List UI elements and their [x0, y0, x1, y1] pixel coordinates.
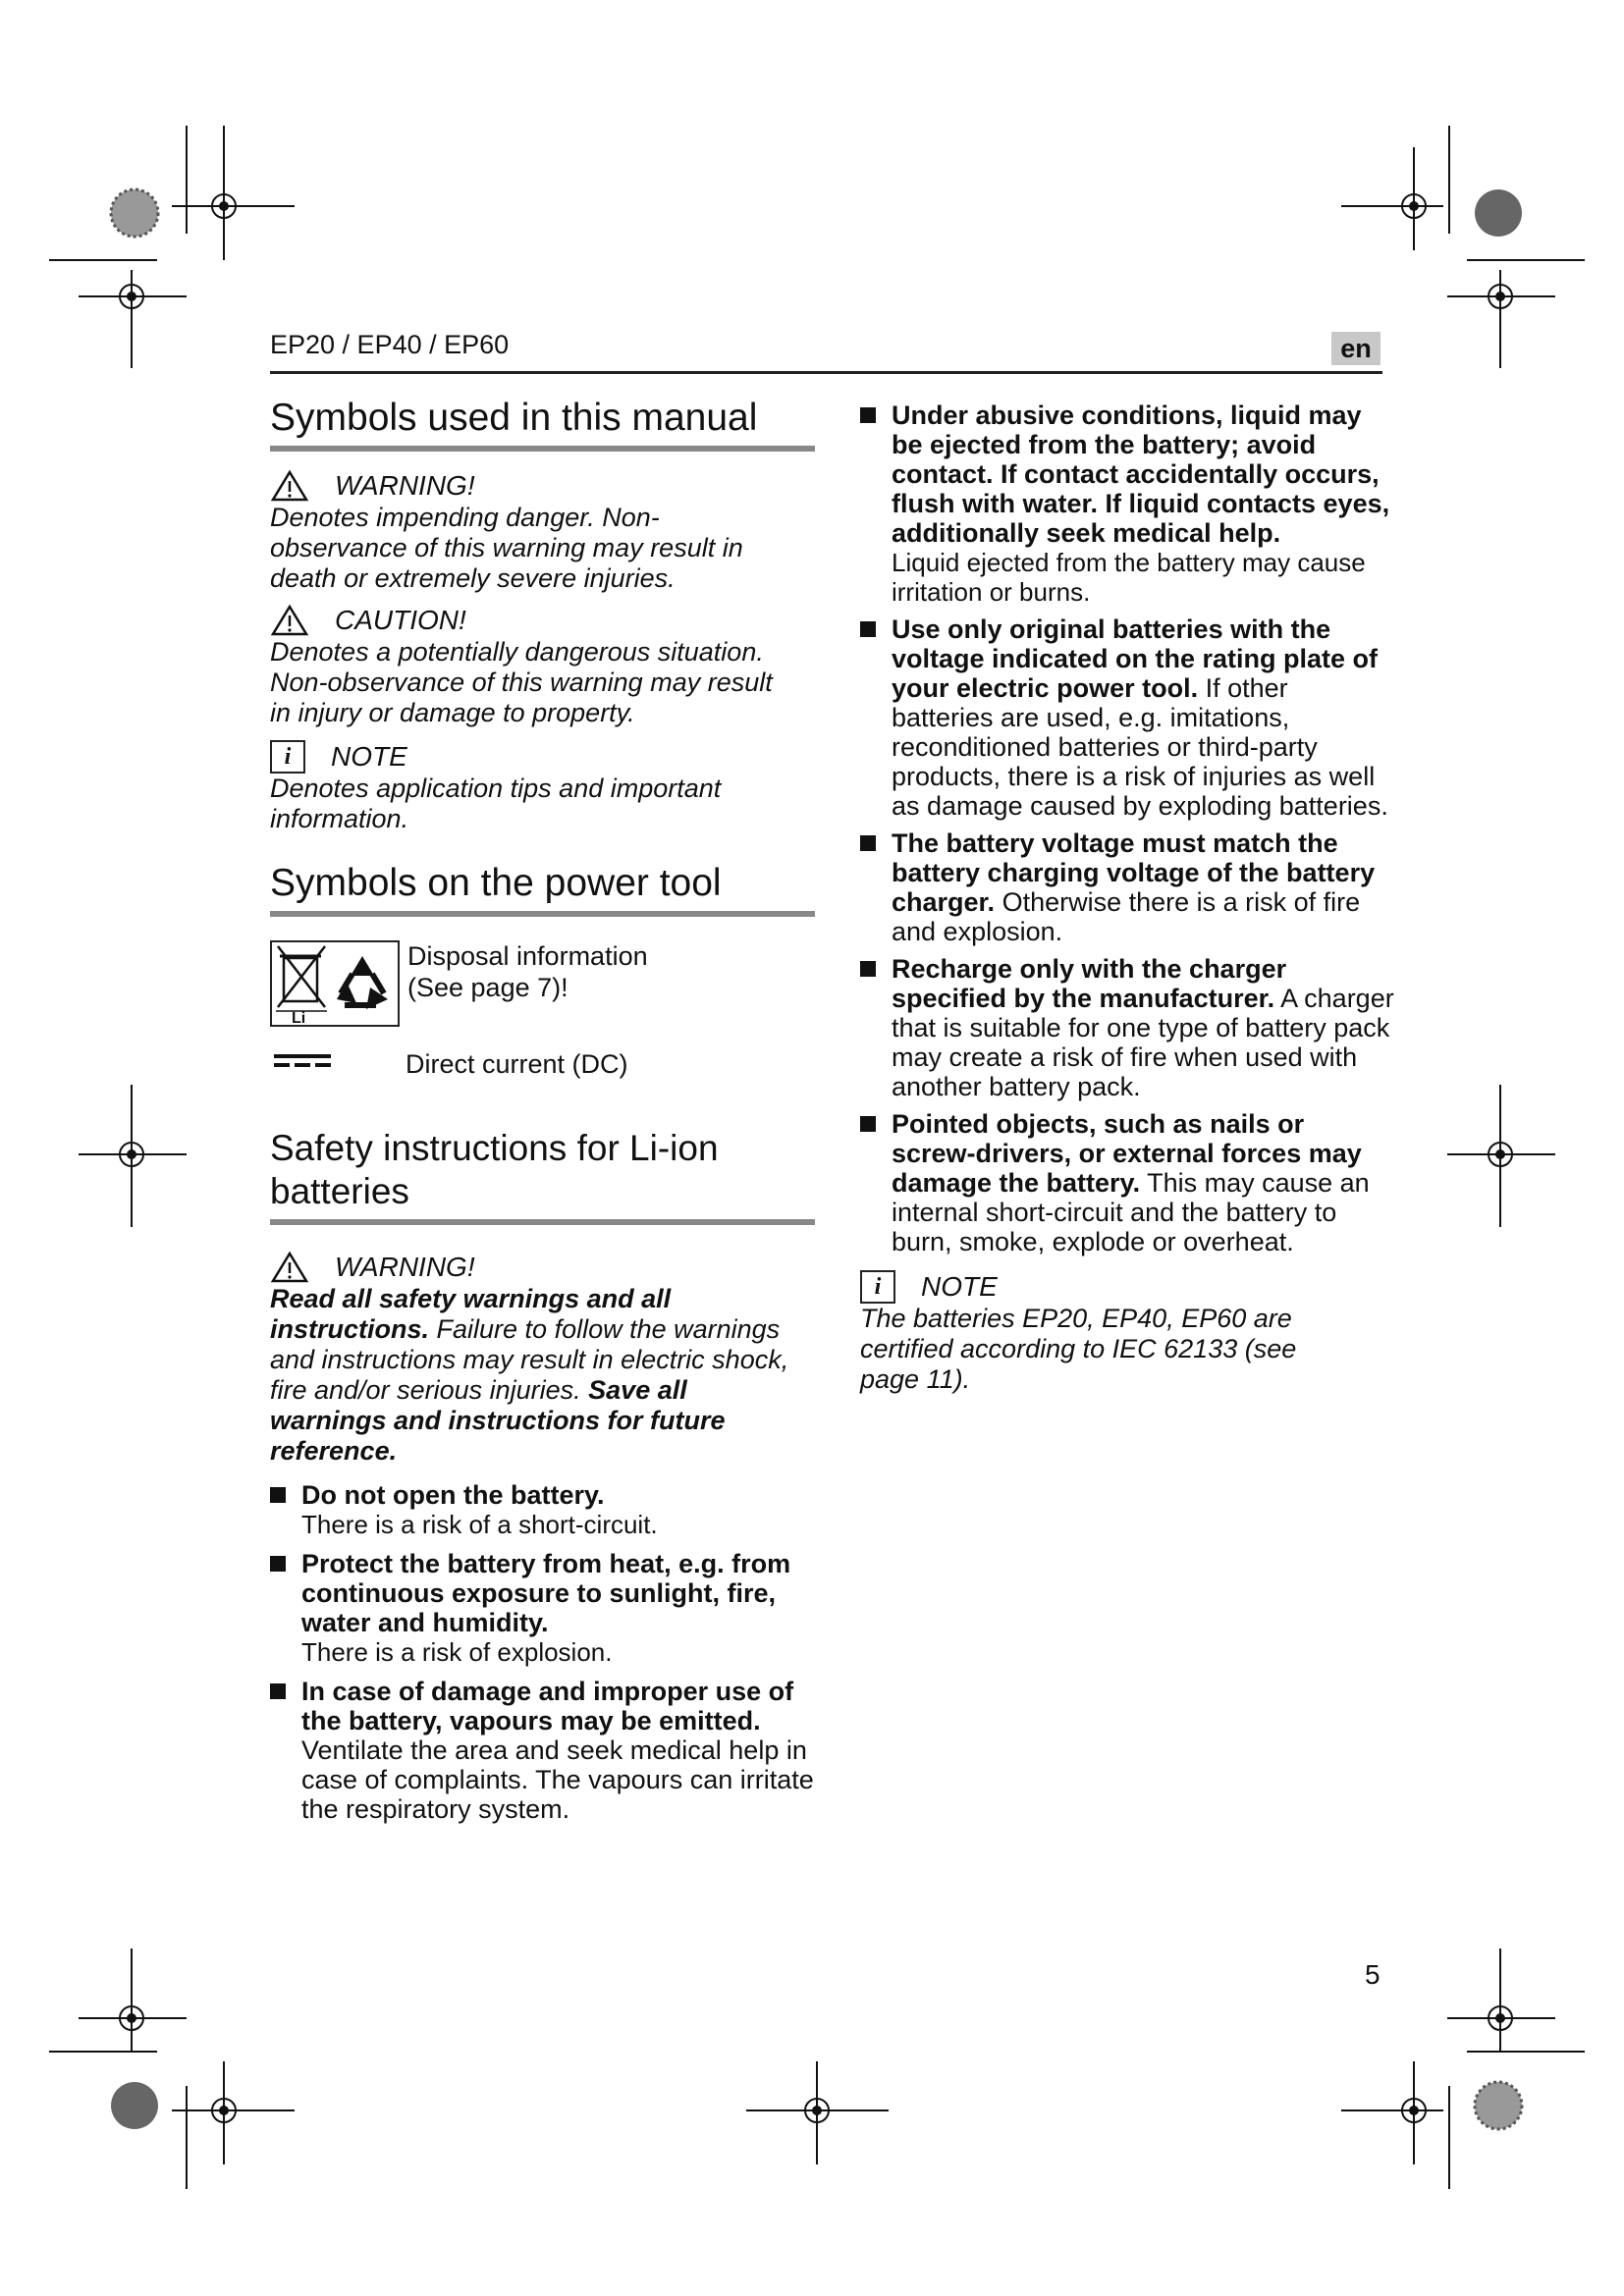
disposal-li-label: Li: [292, 1010, 306, 1027]
bullet-icon: [860, 835, 876, 851]
disposal-info-text: Disposal information: [407, 941, 648, 971]
list-item: [860, 400, 1395, 607]
battery-note-label: NOTE: [921, 1271, 998, 1302]
disposal-page-ref: (See page 7)!: [407, 973, 568, 1002]
item-normal: Otherwise there is a risk of fire and explosion.: [892, 887, 1361, 946]
safety-warning-bold1: Read all safety warnings and all instructions.: [270, 1284, 672, 1344]
item-bold: The battery voltage must match the battery charging voltage of the battery charger.: [892, 828, 1376, 917]
list-item: [860, 1109, 1395, 1256]
header-divider: [270, 371, 1382, 374]
item-normal: If other batteries are used, e.g. imitations, reconditioned batteries or third-party products, there is a risk of injuries as well as damage caused by exploding batteries.: [892, 673, 1388, 821]
bullet-icon: [270, 1683, 286, 1699]
info-box-icon: i: [860, 1270, 895, 1304]
item-bold: Protect the battery from heat, e.g. from continuous exposure to sunlight, fire, water and humidity.: [301, 1549, 791, 1637]
safety-warning-bold2: Save all warnings and instructions for future reference.: [270, 1375, 726, 1466]
right-column: [860, 400, 1395, 1395]
safety-warning-text: [270, 1284, 805, 1467]
item-normal: Ventilate the area and seek medical help in case of complaints. The vapours can irritate the respiratory system.: [301, 1735, 814, 1824]
safety-warning-label: WARNING!: [335, 1252, 475, 1282]
page-number: 5: [1365, 1959, 1380, 1990]
warning-text: Denotes impending danger. Non-observance of this warning may result in death or extremely severe injuries.: [270, 503, 743, 593]
item-bold: Use only original batteries with the voltage indicated on the rating plate of your electric power tool.: [892, 614, 1379, 703]
bullet-icon: [860, 407, 876, 423]
item-sub: There is a risk of a short-circuit.: [301, 1510, 658, 1539]
item-normal: This may cause an internal short-circuit and the battery to burn, smoke, explode or overheat.: [892, 1168, 1370, 1256]
list-item: [860, 954, 1395, 1101]
list-item: [270, 1480, 815, 1539]
bullet-icon: [860, 961, 876, 977]
item-normal: A charger that is suitable for one type of battery pack may create a risk of fire when used with another battery pack.: [892, 984, 1394, 1101]
list-item: [860, 614, 1395, 821]
safety-heading-line2: batteries: [270, 1171, 409, 1211]
item-bold: Under abusive conditions, liquid may be ejected from the battery; avoid contact. If contact accidentally occurs, flush with water. If liquid contacts eyes, additionally seek medical help.: [892, 400, 1390, 548]
header-title: EP20 / EP40 / EP60: [270, 330, 510, 359]
list-item: [860, 828, 1395, 946]
warning-label: WARNING!: [335, 470, 475, 501]
item-sub: There is a risk of explosion.: [301, 1637, 613, 1667]
caution-text: Denotes a potentially dangerous situation. Non-observance of this warning may result in injury or damage to property.: [270, 637, 773, 727]
dc-symbol-icon: [270, 1048, 398, 1072]
safety-heading-line1: Safety instructions for Li-ion: [270, 1128, 719, 1168]
disposal-symbol: [270, 940, 400, 1027]
item-bold: Do not open the battery.: [301, 1480, 605, 1510]
recycle-icon: [331, 952, 394, 1015]
safety-warning-normal: Failure to follow the warnings and instructions may result in electric shock, fire and/or serious injuries.: [270, 1314, 789, 1405]
section-heading-safety: [270, 1127, 815, 1213]
caution-triangle-icon: [270, 604, 309, 637]
bullet-icon: [270, 1487, 286, 1503]
item-sub: Liquid ejected from the battery may cause irritation or burns.: [892, 548, 1366, 607]
item-bold: Pointed objects, such as nails or screw-drivers, or external forces may damage the battery.: [892, 1109, 1362, 1198]
warning-triangle-icon: [270, 1251, 309, 1284]
bullet-icon: [860, 1116, 876, 1132]
list-item: [270, 1677, 815, 1824]
item-bold: In case of damage and improper use of the battery, vapours may be emitted.: [301, 1677, 794, 1735]
list-item: [270, 1549, 815, 1667]
section-heading-symbols-manual: Symbols used in this manual: [270, 397, 815, 452]
item-bold: Recharge only with the charger specified by the manufacturer.: [892, 954, 1287, 1013]
language-badge: en: [1331, 332, 1380, 365]
battery-note-text: The batteries EP20, EP40, EP60 are certified according to IEC 62133 (see page 11).: [860, 1304, 1297, 1394]
caution-label: CAUTION!: [335, 605, 466, 635]
left-column: [270, 397, 815, 1824]
note-text: Denotes application tips and important information.: [270, 774, 722, 833]
bullet-icon: [270, 1556, 286, 1572]
info-box-icon: i: [270, 740, 305, 774]
section-heading-symbols-tool: Symbols on the power tool: [270, 862, 815, 917]
bullet-icon: [860, 621, 876, 637]
note-label: NOTE: [331, 741, 407, 772]
dc-text: Direct current (DC): [406, 1049, 628, 1079]
warning-triangle-icon: [270, 469, 309, 503]
